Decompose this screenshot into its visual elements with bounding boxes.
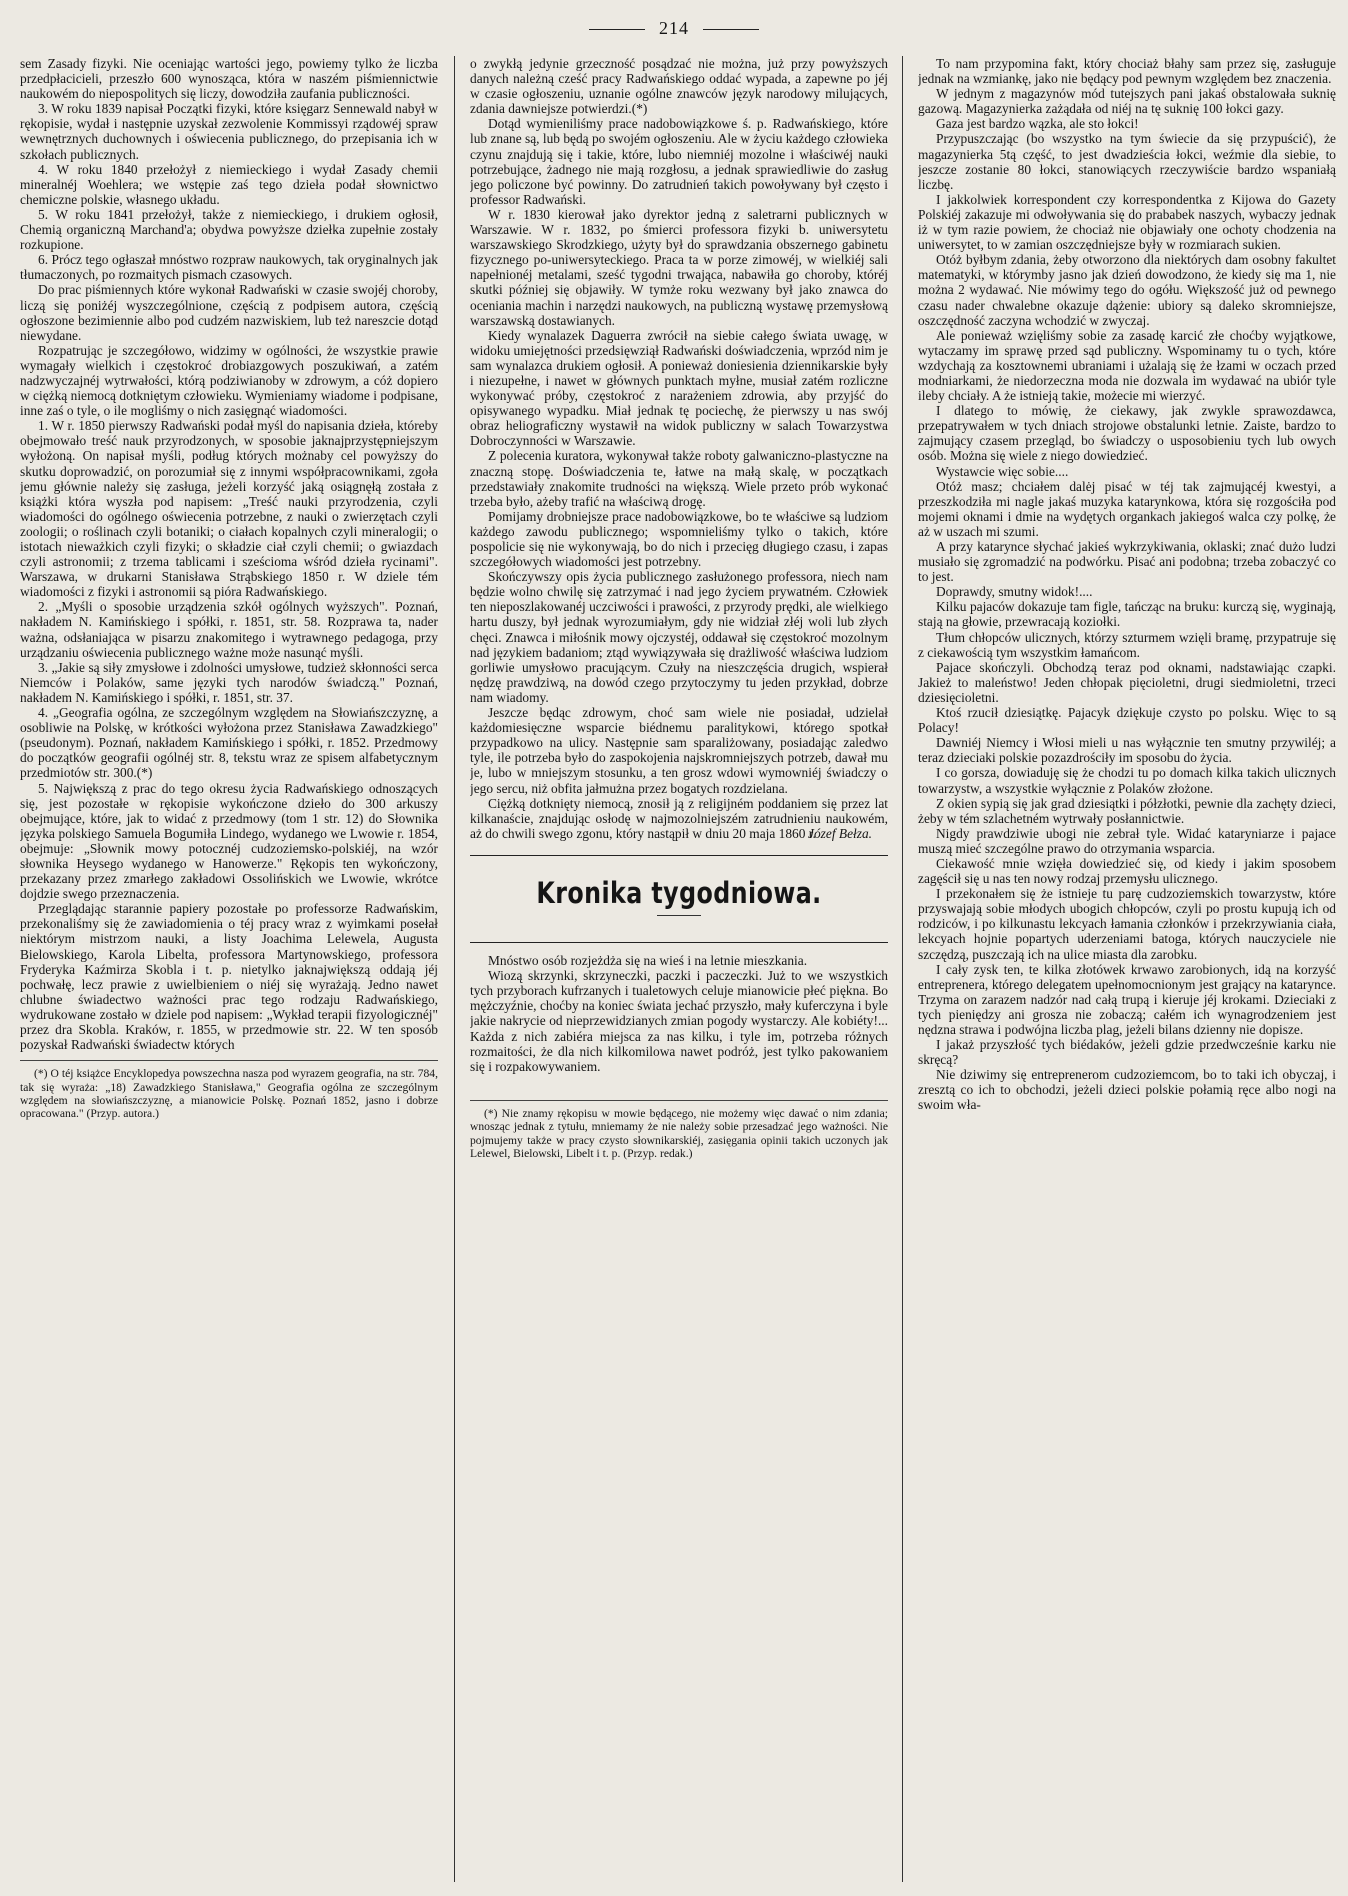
paragraph: Przypuszczając (bo wszystko na tym świecie da się przypuścić), że magazynierka 5tą część, to jest dwadzieścia łokci, weźmie dla siebie, to jeszcze zostanie 80 łokci, stanowiących rzeczywiście bardzo wspaniałą liczbę.: [918, 131, 1336, 192]
paragraph: Mnóstwo osób rozjeżdża się na wieś i na letnie mieszkania.: [488, 953, 808, 969]
author-signature: Józef Bełza.: [808, 825, 872, 841]
paragraph: 1. W r. 1850 pierwszy Radwański podał myśl do napisania dzieła, któreby obejmowało treść nauk przyrodzonych, w sposobie jaknajprzystępniejszym wyłożoną. On napisał myśli, podług których możnaby cel powyższy do skutku doprowadzić, on porozumiał się z innymi współpracownikami, zgoła jemu głównie należy się zasługa, jeżeli korzyść jaką osiągnęłą została z książki która wyszła pod napisem: „Treść nauki przyrodzenia, czyli wiadomości do ogólnego oświecenia potrzebne, z nauki o zwierzętach czyli zoologii; o roślinach czyli botaniki; o ciałach kopalnych czyli mineralogii; o istotach nieważkich czyli fizyki; o składzie ciał czyli chemii; o gwiazdach czyli astronomii; z trzema tablicami i sześcioma wśród dzieła rycinami". Warszawa, w drukarni Stanisława Strąbskiego 1850 r. W dziele tém wiadomości z fizyki i astronomii są pióra Radwańskiego.: [20, 418, 438, 600]
paragraph: 3. W roku 1839 napisał Początki fizyki, które księgarz Sennewald nabył w rękopisie, wydał i następnie uzyskał zezwolenie Kommissyi rządowéj spraw wewnętrznych duchownych i oświecenia publicznego, do przepisania ich w szkołach publicznych.: [20, 101, 438, 162]
paragraph: Otóż byłbym zdania, żeby otworzono dla niektórych dam osobny fakultet matematyki, w którymby jasno jak dzień dowodzono, że kiedy się ma 1, nie można 2 wydawać. Nie mówimy tego do ogółu. Większość już od pewnego czasu nader chwalebne okazuje dążenie: ubiory są daleko skromniejsze, oszczędność zaczyna wchodzić w zwyczaj.: [918, 252, 1336, 328]
paragraph: Przeglądając starannie papiery pozostałe po professorze Radwańskim, przekonaliśmy się że zawiadomienia o téj pracy wraz z wyimkami posełał niektórym mistrzom nauki, a listy Joachima Lelewela, Augusta Bielowskiego, Karola Libelta, professora Martynowskiego, professora Fryderyka Kaźmirza Skobla i t. p. nietylko jaknajwiększą oddają jéj pochwałę, lecz prawie z uwielbieniem o niéj się wyrażają. Jedno nawet chlubne świadectwo ważności prac tego rodzaju Radwańskiego, wydrukowane zostało w dziele pod napisem: „Wykład terapii fizyologicznéj" przez dra Skobla. Kraków, r. 1855, w przedmowie str. 22. W ten sposób pozyskał Radwański świadectw których: [20, 901, 438, 1053]
page-number: [0, 18, 1348, 39]
footnote-author: [20, 1060, 438, 1121]
title-dash: [657, 915, 701, 916]
paragraph: Rozpatrując je szczegółowo, widzimy w ogólności, że wszystkie prawie wymagały wielkich i częstokroć drobiazgowych poszukiwań, a zatém nadzwyczajnéj wytrwałości, którą podziwianoby w zdrowym, a cóż dopiero w ciężką niemocą dotkniętym człowieku. Wymieniamy wiadome i podpisane, inne zaś o tyle, o ile mogliśmy o nich zasięgnąć wiadomości.: [20, 342, 438, 419]
paragraph: Kilku pajaców dokazuje tam figle, tańcząc na bruku: kurczą się, wyginają, stają na głowie, przewracają koziołki.: [918, 599, 1336, 630]
paragraph: Dawniéj Niemcy i Włosi mieli u nas wyłącznie ten smutny przywiléj; a teraz dzieciaki polskie pozazdrościły im sposobu do życia.: [918, 735, 1336, 766]
column-divider-1: [454, 56, 455, 1882]
spacer: [470, 1074, 888, 1092]
paragraph: Skończywszy opis życia publicznego zasłużonego professora, niech nam będzie wolno chwilę się zatrzymać i nad jego życiem prywatném. Człowiek ten nieposzlakowanéj uczciwości i prawości, z przyrody prędki, ale wielkiego hartu duszy, był jednak wyrozumiałym, gdy nie widział złéj woli lub złych chęci. Znawca i miłośnik mowy ojczystéj, oddawał się częstokroć mozolnym nad językiem badaniom; ztąd wywiązywała się drażliwość właściwa ludziom gorliwie umysłowo pracującym. Czuły na nieszczęścia drugich, wspierał nędzę prawdziwą, na dowód czego przytoczymy tu jeden przykład, dobrze nam wiadomy.: [470, 569, 888, 705]
paragraph: Pomijamy drobniejsze prace nadobowiązkowe, bo te właściwe są ludziom każdego zawodu publicznego; wspomnieliśmy tylko o takich, które pospolicie się nie wykonywają, bo do nich i przecięg długiego czasu, i zapas szczegółowych wiadomości jest potrzebny.: [470, 508, 888, 570]
paragraph: I jakkolwiek korrespondent czy korrespondentka z Kijowa do Gazety Polskiéj zakazuje mi odwoływania się do prababek naszych, wybaczy jednak iż w tym razie powiem, że chociaż nie objawiały one ochoty chodzenia na uniwersytet, to w zamian oszczędniejsze były w rozmiarach sukien.: [918, 191, 1336, 253]
paragraph: 2. „Myśli o sposobie urządzenia szkół ogólnych wyższych". Poznań, nakładem N. Kamińskiego i spółki, r. 1851, str. 58. Rozprawa ta, nader ważna, odsłaniająca w pisarzu znakomitego i wytrawnego pedagoga, przy urządzaniu oświecenia publicznego ważne może nasunąć myśli.: [20, 599, 438, 660]
paragraph: W r. 1830 kierował jako dyrektor jedną z saletrarni publicznych w Warszawie. W r. 1832, po śmierci professora fizyki b. uniwersytetu warszawskiego Skrodzkiego, użyty był do sprawdzania obszernego gabinetu fizycznego po-uniwersyteckiego. Praca ta w porze zimowéj, w wielkiéj sali napełnionéj metalami, sześć tygodni trwająca, nabawiła go choroby, któréj skutki później się objawiły. W tymże roku wezwany był jako znawca do oceniania machin i narzędzi naukowych, na publiczną wystawę przemysłową warszawską dostawianych.: [470, 206, 888, 328]
paragraph: Nie dziwimy się entreprenerom cudzoziemcom, bo to taki ich obyczaj, i zresztą co ich to obchodzi, jeżeli dzieci polskie połamią ręce albo nogi na swoim wła-: [918, 1067, 1336, 1113]
column-3: [918, 56, 1336, 1888]
paragraph: Z polecenia kuratora, wykonywał także roboty galwaniczno-plastyczne na znaczną stopę. Doświadczenia te, łatwe na małą skalę, w początkach przedstawiały znakomite trudności na większą. Wiele przeto prób wykonać trzeba było, ażeby trafić na właściwą drogę.: [470, 448, 888, 509]
paragraph: Doprawdy, smutny widok!....: [936, 584, 1093, 600]
paragraph: sem Zasady fizyki. Nie oceniając wartości jego, powiemy tylko że liczba przedpłacicieli, przeszło 600 wynosząca, która w naszém piśmiennictwie naukowém do niepospolitych się liczy, dowodziła zaufania publiczności.: [20, 56, 438, 102]
paragraph: I cały zysk ten, te kilka złotówek krwawo zarobionych, idą na korzyść entreprenera, którego delegatem upełnomocnionym jest grający na katarynce. Trzyma on zarazem nadzór nad całą trupą i kieruje jéj krokami. Dzieciaki z tych pieniędzy ani grosza nie zobaczą; całém ich wynagrodzeniem jest nędzna strawa i podwójna liczba plag, jeżeli bilans dzienny nie dopisze.: [918, 961, 1336, 1037]
footnote-text: (*) Nie znamy rękopisu w mowie będącego, nie możemy więc dawać o nim zdania; wnosząc jednak z tytułu, mniemamy że nie należy sobie przesadzać jego ważności. Nie pojmujemy także w pracy czysto słownikarskiéj, zasięgania opinii takich uczonych jak Lelewel, Bielowski, Libelt i t. p. (Przyp. redak.): [470, 1106, 888, 1161]
page-number-rule-left: [589, 29, 645, 30]
paragraph: Dotąd wymieniliśmy prace nadobowiązkowe ś. p. Radwańskiego, które lub znane są, lub będą po swojém ogłoszeniu. Ale w życiu każdego człowieka czynu znajdują się i takie, które, lubo niemniéj mozolne i właściwéj nauki potrzebujące, żadnego nie mają rozgłosu, a jednak sprawiedliwie do zasług jego policzone być powinny. Do zatrudnień takich powoływany był często i professor Radwański.: [470, 116, 888, 207]
paragraph: To nam przypomina fakt, który chociaż błahy sam przez się, zasługuje jednak na wzmiankę, jako nie będący pod pewnym względem bez znaczenia.: [918, 56, 1336, 87]
paragraph: I dlatego to mówię, że ciekawy, jak zwykle sprawozdawca, przepatrywałem w tych dniach strojowe obstalunki letnie. Zaiste, bardzo to zajmujący czasem przegląd, bo świadczy o usposobieniu tych lub owych osób. Można się wiele z niego dowiedzieć.: [918, 403, 1336, 464]
paragraph: Ciekawość mnie wzięła dowiedzieć się, od kiedy i jakim sposobem zagęścił się u nas ten nowy rodzaj przemysłu ulicznego.: [918, 855, 1336, 887]
paragraph: Z okien sypią się jak grad dziesiątki i półzłotki, pewnie dla zachęty dzieci, żeby w tém szlachetném wytrwały posłannictwie.: [918, 795, 1336, 826]
paragraph: Gaza jest bardzo wązka, ale sto łokci!: [936, 116, 1139, 132]
paragraph: I co gorsza, dowiaduję się że chodzi tu po domach kilka takich ulicznych towarzystw, a wszystkie wyłącznie z Polaków złożone.: [918, 765, 1336, 796]
paragraph: I przekonałem się że istnieje tu parę cudzoziemskich towarzystw, które przyswajają sobie młodych ubogich chłopców, czyli po prostu kupują ich od rodziców, i po kilkunastu lekcyach łamania członków i przekrzywiania ciała, lekcyach hojnie popartych uderzeniami batoga, których nauczyciele nie szczędzą, puszczają ich na ulice miasta dla zarobku.: [918, 886, 1336, 962]
section-header-kronika: [470, 855, 888, 943]
paragraph: Do prac piśmiennych które wykonał Radwański w czasie swojéj choroby, liczą się poniżéj wyszczególnione, częścią z podpisem autora, częścią ogłoszone bezimiennie albo pod cudzém nazwiskiem, lub też nareszcie dotąd niewydane.: [20, 282, 438, 343]
paragraph: 5. Największą z prac do tego okresu życia Radwańskiego odnoszących się, jest pozostałe w rękopisie wykończone dzieło do 300 arkuszy obejmujące, które, jak to widać z przedmowy (tom 1 str. 12) do Słownika języka polskiego Samuela Bogumiła Lindego, wydanego we Lwowie r. 1854, obejmuje: „Słownik mowy potocznéj cudzoziemsko-polskiéj, na wzór słownika Heysego wydanego w Hanowerze." Rękopis ten wykończony, przekazany przez zmarłego zakładowi Ossolińskich we Lwowie, wkrótce dojdzie swego przeznaczenia.: [20, 780, 438, 902]
page-number-rule-right: [703, 29, 759, 30]
footnote-text: (*) O téj książce Encyklopedya powszechna nasza pod wyrazem geografia, na str. 784, tak się wyraża: „18) Zawadzkiego Stanisława," Geografia ogólna ze szczególnym względem na słowiańszczyznę, a mianowicie Polskę. Poznań 1852, jasno i dobrze opracowana." (Przyp. autora.): [20, 1067, 438, 1121]
paragraph: I jakaż przyszłość tych biédaków, jeżeli gdzie przedwcześnie karku nie skręcą?: [918, 1037, 1336, 1068]
paragraph: 4. „Geografia ogólna, ze szczególnym względem na Słowiańszczyznę, a osobliwie na Polskę, w krótkości wyłożona przez Stanisława Zawadzkiego" (pseudonym). Poznań, nakładem Kamińskiego i spółki, r. 1852. Przedmowy do początków geografii ogólnéj str. 8, tekstu wraz ze spisem alfabetycznym przedmiotów str. 300.(*): [20, 705, 438, 781]
paragraph: W jednym z magazynów mód tutejszych pani jakaś obstalowała suknię gazową. Magazynierka zażądała od niéj na tę suknię 100 łokci gazy.: [918, 86, 1336, 117]
paragraph: Nigdy prawdziwie ubogi nie zebrał tyle. Widać kataryniarze i pajace muszą mieć szczególne prawo do otrzymania wsparcia.: [918, 825, 1336, 856]
paragraph: Otóż masz; chciałem dalėj pisać w téj tak zajmującéj kwestyi, a przeszkodziła mi nagle jakaś muzyka katarynkowa, która się rozgościła pod mojemi oknami i dmie na wydętych organkach jakiegoś walca czy polkę, że aż w uszach mi szumi.: [918, 478, 1336, 539]
section-title: Kronika tygodniowa.: [536, 875, 822, 910]
paragraph: Ale ponieważ wzięliśmy sobie za zasadę karcić złe choćby wyjątkowe, wytaczamy im sprawę przed sąd publiczny. Wspominamy tu o tych, które wzdychają za kosztownemi ubraniami i użalają się że łzami w oczach przed modniarkami, że niedorzeczna moda nie dozwala im wydawać na ubiór tyle ileby chciały. A że istnieją takie, możecie mi wierzyć.: [918, 327, 1336, 404]
paragraph: Wiozą skrzynki, skrzyneczki, paczki i paczeczki. Już to we wszystkich tych przyborach kufrzanych i tualetowych celuje mianowicie płeć piękna. Bo mężczyźnie, choćby na koniec świata jechać przyszło, mały kuferczyna i byle jakie nakrycie od nieprzewidzianych zmian pogody wystarczy. Ale kobiéty!... Każda z nich zabiéra miejsca za nas kilku, i tyle im, potrzeba różnych rozmaitości, że dla nich kilkomilowa nawet podróż, jest tylko pakowaniem się i rozpakowywaniem.: [470, 968, 888, 1074]
paragraph: A przy katarynce słychać jakieś wykrzykiwania, oklaski; znać dużo ludzi musiało się zgromadzić na podwórku. Pisać ani podobna; trzeba zobaczyć co to jest.: [918, 539, 1336, 585]
paragraph: Pajace skończyli. Obchodzą teraz pod oknami, nadstawiając czapki. Jakież to maleństwo! Jeden chłopak pięcioletni, drugi siedmioletni, trzeci dziesięcioletni.: [918, 659, 1336, 705]
column-2: [470, 56, 888, 1886]
paragraph: 4. W roku 1840 przełożył z niemieckiego i wydał Zasady chemii mineralnéj Woehlera; we wstępie zaś tego dzieła podał słownictwo chemiczne polskie, własnego układu.: [20, 161, 438, 207]
footnote-editor: [470, 1100, 888, 1161]
paragraph: Jeszcze będąc zdrowym, choć sam wiele nie posiadał, udzielał każdomiesięczne wsparcie biédnemu paralitykowi, którego spotkał przypadkowo na ulicy. Następnie sam sparaliżowany, posiadając zaledwo tyle, ile potrzeba było do zaspokojenia najskromniejszych potrzeb, dawał mu je, lubo w mniejszym stosunku, a ten grosz wdowi wymowniéj świadczy o jego sercu, niż obfita jałmużna przez bogatych rozdzielana.: [470, 705, 888, 796]
page-number-text: 214: [659, 18, 689, 38]
paragraph: Tłum chłopców ulicznych, którzy szturmem wzięli bramę, przypatruje się z ciekawością tym wszystkim łamańcom.: [918, 629, 1336, 660]
paragraph: 3. „Jakie są siły zmysłowe i zdolności umysłowe, tudzież skłonności serca Niemców i Polaków, same języki tych narodów świadczą." Poznań, nakładem N. Kamińskiego i spółki, r. 1851, str. 37.: [20, 659, 438, 705]
paragraph: o zwykłą jedynie grzeczność posądzać nie można, już przy powyższych danych należną cześć pracy Radwańskiego oddać wypada, a zapewne po jéj w czasie ogłoszeniu, uznanie ogólne znawców język narodowy milujących, zdania dawniejsze potwierdzi.(*): [470, 56, 888, 117]
column-divider-2: [902, 56, 903, 1882]
paragraph: Ktoś rzucił dziesiątkę. Pajacyk dziękuje czysto po polsku. Więc to są Polacy!: [918, 705, 1336, 736]
paragraph: 6. Prócz tego ogłaszał mnóstwo rozpraw naukowych, tak oryginalnych jak tłumaczonych, po rozmaitych pismach czasowych.: [20, 252, 438, 283]
column-1: [20, 56, 438, 1888]
paragraph: Ciężką dotknięty niemocą, znosił ją z religijném poddaniem się przez lat kilkanaście, znajdując osłodę w najmozolniejszém zatrudnieniu naukowém, aż do chwili swego zgonu, który nastąpił w dniu 20 maja 1860 r.: [470, 795, 888, 841]
paragraph: 5. W roku 1841 przełożył, także z niemieckiego, i drukiem ogłosił, Chemią organiczną Marchand'a; obydwa powyższe dziełka zupełnie zostały rozkupione.: [20, 206, 438, 253]
paragraph: Kiedy wynalazek Daguerra zwrócił na siebie całego świata uwagę, w widoku umiejętności przedsięwziął Radwański doświadczenia, wprzód nim je sam wynalazca drukiem ogłosił. A ponieważ doniesienia dziennikarskie były i niezupełne, i nawet w głównych punktach myłne, musiał zatém rozliczne wykonywać próby, częstokroć z narażeniem zdrowia, aby przyjść do opisywanego wypadku. Miał jednak tę pociechę, że pierwszy u nas swój obraz heliograficzny wystawił na widok publiczny w salach Towarzystwa Dobroczynności w Warszawie.: [470, 327, 888, 449]
paragraph: Wystawcie więc sobie....: [936, 463, 1069, 479]
